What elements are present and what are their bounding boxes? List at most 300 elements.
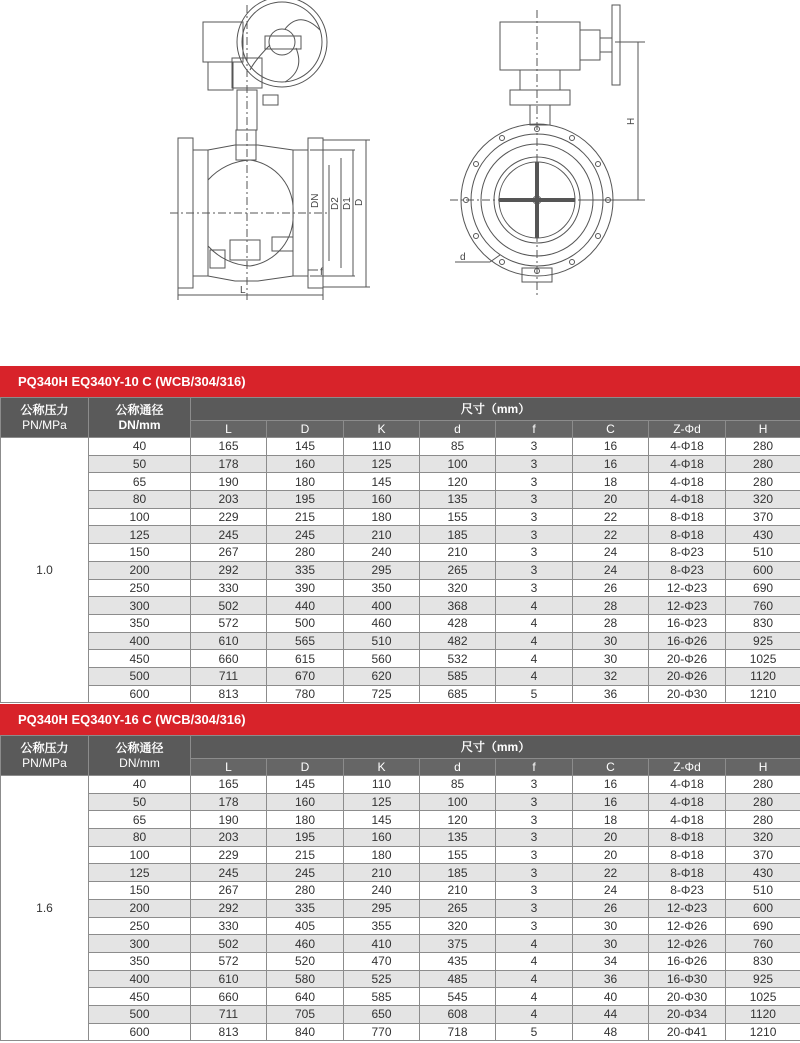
table-cell: 22: [573, 864, 649, 882]
table-cell: 30: [573, 935, 649, 953]
table-cell: 3: [496, 776, 573, 794]
table-cell: 210: [344, 864, 420, 882]
table-cell: 203: [191, 829, 267, 847]
table-cell: 650: [344, 1005, 420, 1023]
table-cell: 20-Φ34: [649, 1005, 726, 1023]
table-cell: 600: [89, 1023, 191, 1041]
table-cell: 280: [726, 793, 800, 811]
table-cell: 267: [191, 882, 267, 900]
table-cell: 8-Φ18: [649, 829, 726, 847]
table-cell: 510: [726, 544, 800, 562]
table-cell: 4: [496, 935, 573, 953]
table-cell: 1210: [726, 1023, 800, 1041]
pressure-cell: 1.0: [1, 438, 89, 703]
table-cell: 510: [344, 632, 420, 650]
table-cell: 8-Φ18: [649, 508, 726, 526]
table-cell: 3: [496, 544, 573, 562]
table-cell: 22: [573, 526, 649, 544]
table-cell: 20-Φ41: [649, 1023, 726, 1041]
table-cell: 502: [191, 935, 267, 953]
dim-f-label: f: [320, 267, 323, 278]
table-cell: 16-Φ26: [649, 952, 726, 970]
table-row: [1, 793, 800, 811]
table-cell: 368: [420, 597, 496, 615]
table-cell: 24: [573, 544, 649, 562]
table-row: [1, 970, 800, 988]
table-cell: 195: [267, 491, 344, 509]
table-cell: 3: [496, 491, 573, 509]
table-row: [1, 846, 800, 864]
table-cell: 200: [89, 899, 191, 917]
table-cell: 265: [420, 899, 496, 917]
table-cell: 4-Φ18: [649, 473, 726, 491]
table-row: [1, 811, 800, 829]
table-cell: 16: [573, 438, 649, 456]
table-cell: 280: [726, 473, 800, 491]
table-cell: 20-Φ30: [649, 685, 726, 703]
table-cell: 600: [726, 899, 800, 917]
valve-side-view-drawing: [0, 0, 400, 310]
table-cell: 16-Φ26: [649, 632, 726, 650]
table-body: [1, 438, 800, 703]
header-pn: 公称压力 PN/MPa: [1, 736, 89, 776]
table-cell: 585: [420, 667, 496, 685]
table-cell: 4: [496, 988, 573, 1006]
table-cell: 65: [89, 473, 191, 491]
table-cell: 450: [89, 988, 191, 1006]
table-cell: 12-Φ26: [649, 917, 726, 935]
table-cell: 4: [496, 1005, 573, 1023]
table-cell: 165: [191, 776, 267, 794]
table-cell: 3: [496, 561, 573, 579]
table-cell: 190: [191, 811, 267, 829]
table-cell: 813: [191, 1023, 267, 1041]
table-cell: 4: [496, 597, 573, 615]
table-cell: 690: [726, 917, 800, 935]
table-cell: 610: [191, 632, 267, 650]
table-row: [1, 988, 800, 1006]
table-cell: 3: [496, 917, 573, 935]
table-cell: 3: [496, 846, 573, 864]
table-cell: 725: [344, 685, 420, 703]
table-cell: 470: [344, 952, 420, 970]
table-cell: 20: [573, 829, 649, 847]
table-cell: 18: [573, 811, 649, 829]
table-cell: 44: [573, 1005, 649, 1023]
table-cell: 1025: [726, 988, 800, 1006]
table-cell: 685: [420, 685, 496, 703]
table-cell: 335: [267, 561, 344, 579]
table-cell: 20-Φ26: [649, 650, 726, 668]
table-cell: 370: [726, 846, 800, 864]
table-cell: 16-Φ23: [649, 614, 726, 632]
table-cell: 375: [420, 935, 496, 953]
table-cell: 100: [420, 455, 496, 473]
table-cell: 1120: [726, 667, 800, 685]
table-cell: 482: [420, 632, 496, 650]
table-cell: 203: [191, 491, 267, 509]
table-cell: 4-Φ18: [649, 455, 726, 473]
table-cell: 160: [344, 491, 420, 509]
table-cell: 3: [496, 829, 573, 847]
table-cell: 3: [496, 473, 573, 491]
table-cell: 1025: [726, 650, 800, 668]
table-cell: 100: [89, 508, 191, 526]
table-cell: 65: [89, 811, 191, 829]
column-header: L: [191, 759, 267, 776]
table-cell: 267: [191, 544, 267, 562]
table-row: [1, 491, 800, 509]
table-cell: 830: [726, 614, 800, 632]
table-cell: 3: [496, 882, 573, 900]
table-cell: 330: [191, 579, 267, 597]
table-cell: 24: [573, 882, 649, 900]
column-header: Z-Φd: [649, 421, 726, 438]
dim-small-d-label: d: [460, 252, 466, 263]
table-cell: 500: [267, 614, 344, 632]
table-cell: 20-Φ30: [649, 988, 726, 1006]
column-header: L: [191, 421, 267, 438]
pressure-cell: 1.6: [1, 776, 89, 1041]
table-cell: 178: [191, 793, 267, 811]
column-header: D: [267, 759, 344, 776]
table-cell: 370: [726, 508, 800, 526]
dim-d-label: D: [354, 198, 365, 206]
table-cell: 608: [420, 1005, 496, 1023]
column-header: K: [344, 759, 420, 776]
table-cell: 560: [344, 650, 420, 668]
spec-section-pn16: [0, 704, 800, 1041]
table-body: [1, 776, 800, 1041]
table-cell: 711: [191, 667, 267, 685]
table-cell: 120: [420, 811, 496, 829]
column-header: f: [496, 759, 573, 776]
table-cell: 20: [573, 491, 649, 509]
table-cell: 660: [191, 988, 267, 1006]
table-cell: 180: [344, 508, 420, 526]
table-cell: 50: [89, 455, 191, 473]
column-header: H: [726, 421, 800, 438]
table-cell: 690: [726, 579, 800, 597]
table-cell: 16: [573, 776, 649, 794]
table-cell: 185: [420, 864, 496, 882]
valve-front-view-drawing: [400, 0, 800, 310]
table-cell: 12-Φ26: [649, 935, 726, 953]
table-cell: 135: [420, 491, 496, 509]
table-cell: 3: [496, 864, 573, 882]
table-cell: 510: [726, 882, 800, 900]
table-cell: 320: [420, 579, 496, 597]
table-cell: 160: [267, 455, 344, 473]
table-cell: 145: [344, 811, 420, 829]
table-cell: 4: [496, 650, 573, 668]
table-cell: 16: [573, 455, 649, 473]
table-cell: 8-Φ18: [649, 846, 726, 864]
table-cell: 8-Φ23: [649, 561, 726, 579]
table-row: [1, 526, 800, 544]
table-cell: 8-Φ18: [649, 864, 726, 882]
table-row: [1, 455, 800, 473]
table-cell: 18: [573, 473, 649, 491]
table-cell: 150: [89, 882, 191, 900]
table-cell: 428: [420, 614, 496, 632]
table-cell: 760: [726, 597, 800, 615]
table-cell: 85: [420, 438, 496, 456]
table-cell: 500: [89, 1005, 191, 1023]
table-cell: 405: [267, 917, 344, 935]
table-cell: 770: [344, 1023, 420, 1041]
table-cell: 145: [267, 776, 344, 794]
table-cell: 430: [726, 864, 800, 882]
table-cell: 4-Φ18: [649, 793, 726, 811]
table-cell: 615: [267, 650, 344, 668]
table-cell: 300: [89, 935, 191, 953]
table-cell: 22: [573, 508, 649, 526]
table-cell: 525: [344, 970, 420, 988]
table-cell: 280: [726, 811, 800, 829]
table-cell: 110: [344, 776, 420, 794]
table-cell: 565: [267, 632, 344, 650]
table-cell: 430: [726, 526, 800, 544]
column-header: C: [573, 759, 649, 776]
header-pn: 公称压力 PN/MPa: [1, 398, 89, 438]
dim-h-label: H: [626, 117, 637, 125]
table-row: [1, 935, 800, 953]
table-cell: 390: [267, 579, 344, 597]
table-cell: 435: [420, 952, 496, 970]
section-title: PQ340H EQ340Y-16 C (WCB/304/316): [0, 704, 800, 735]
table-cell: 400: [89, 632, 191, 650]
table-cell: 40: [573, 988, 649, 1006]
column-header: K: [344, 421, 420, 438]
table-row: [1, 899, 800, 917]
table-cell: 4: [496, 614, 573, 632]
table-cell: 145: [267, 438, 344, 456]
table-cell: 250: [89, 579, 191, 597]
table-cell: 4-Φ18: [649, 776, 726, 794]
table-cell: 145: [344, 473, 420, 491]
table-cell: 350: [89, 614, 191, 632]
table-cell: 585: [344, 988, 420, 1006]
table-cell: 840: [267, 1023, 344, 1041]
table-cell: 135: [420, 829, 496, 847]
table-cell: 80: [89, 829, 191, 847]
table-cell: 292: [191, 561, 267, 579]
table-cell: 711: [191, 1005, 267, 1023]
table-cell: 813: [191, 685, 267, 703]
table-cell: 3: [496, 579, 573, 597]
table-cell: 12-Φ23: [649, 579, 726, 597]
table-cell: 165: [191, 438, 267, 456]
table-cell: 532: [420, 650, 496, 668]
column-header: H: [726, 759, 800, 776]
table-cell: 250: [89, 917, 191, 935]
table-cell: 572: [191, 614, 267, 632]
table-cell: 640: [267, 988, 344, 1006]
table-cell: 215: [267, 846, 344, 864]
table-cell: 36: [573, 970, 649, 988]
table-cell: 20: [573, 846, 649, 864]
table-cell: 178: [191, 455, 267, 473]
table-cell: 40: [89, 776, 191, 794]
table-cell: 245: [191, 864, 267, 882]
section-title: PQ340H EQ340Y-10 C (WCB/304/316): [0, 366, 800, 397]
table-cell: 572: [191, 952, 267, 970]
table-cell: 8-Φ18: [649, 526, 726, 544]
table-cell: 160: [267, 793, 344, 811]
table-cell: 50: [89, 793, 191, 811]
table-cell: 440: [267, 597, 344, 615]
table-cell: 28: [573, 597, 649, 615]
table-cell: 245: [191, 526, 267, 544]
table-cell: 295: [344, 899, 420, 917]
table-row: [1, 952, 800, 970]
table-cell: 670: [267, 667, 344, 685]
table-cell: 780: [267, 685, 344, 703]
table-cell: 3: [496, 811, 573, 829]
table-cell: 30: [573, 650, 649, 668]
table-cell: 210: [420, 882, 496, 900]
table-row: [1, 561, 800, 579]
table-cell: 185: [420, 526, 496, 544]
table-cell: 110: [344, 438, 420, 456]
dim-dn-label: DN: [310, 193, 321, 208]
table-cell: 295: [344, 561, 420, 579]
table-cell: 4: [496, 632, 573, 650]
table-cell: 180: [344, 846, 420, 864]
table-cell: 36: [573, 685, 649, 703]
header-dimensions: 尺寸（mm）: [191, 736, 800, 759]
table-cell: 100: [89, 846, 191, 864]
table-cell: 3: [496, 793, 573, 811]
table-cell: 26: [573, 899, 649, 917]
table-cell: 350: [344, 579, 420, 597]
table-cell: 125: [344, 793, 420, 811]
table-cell: 280: [267, 882, 344, 900]
header-dn: 公称通径 DN/mm: [89, 736, 191, 776]
table-row: [1, 544, 800, 562]
table-cell: 80: [89, 491, 191, 509]
table-cell: 190: [191, 473, 267, 491]
spec-section-pn10: [0, 366, 800, 703]
table-cell: 120: [420, 473, 496, 491]
table-row: [1, 597, 800, 615]
table-cell: 180: [267, 811, 344, 829]
table-cell: 1120: [726, 1005, 800, 1023]
table-cell: 150: [89, 544, 191, 562]
table-cell: 705: [267, 1005, 344, 1023]
table-row: [1, 438, 800, 456]
spec-table: [0, 735, 800, 1041]
table-cell: 335: [267, 899, 344, 917]
table-cell: 545: [420, 988, 496, 1006]
table-row: [1, 685, 800, 703]
spec-table: [0, 397, 800, 703]
table-cell: 400: [89, 970, 191, 988]
table-cell: 5: [496, 685, 573, 703]
table-cell: 245: [267, 864, 344, 882]
table-row: [1, 917, 800, 935]
table-cell: 280: [267, 544, 344, 562]
table-cell: 320: [726, 829, 800, 847]
table-cell: 280: [726, 776, 800, 794]
table-cell: 125: [89, 526, 191, 544]
table-row: [1, 829, 800, 847]
table-cell: 26: [573, 579, 649, 597]
valve-drawings: [0, 0, 800, 365]
table-cell: 4-Φ18: [649, 811, 726, 829]
table-cell: 28: [573, 614, 649, 632]
table-cell: 34: [573, 952, 649, 970]
table-cell: 830: [726, 952, 800, 970]
column-header: C: [573, 421, 649, 438]
table-cell: 330: [191, 917, 267, 935]
table-cell: 180: [267, 473, 344, 491]
table-row: [1, 1023, 800, 1041]
dim-l-label: L: [240, 285, 246, 296]
table-cell: 3: [496, 455, 573, 473]
table-cell: 4: [496, 952, 573, 970]
table-cell: 485: [420, 970, 496, 988]
column-header: d: [420, 759, 496, 776]
table-row: [1, 776, 800, 794]
table-cell: 502: [191, 597, 267, 615]
table-cell: 500: [89, 667, 191, 685]
table-cell: 4-Φ18: [649, 491, 726, 509]
table-cell: 100: [420, 793, 496, 811]
table-cell: 350: [89, 952, 191, 970]
table-cell: 620: [344, 667, 420, 685]
table-cell: 8-Φ23: [649, 882, 726, 900]
table-cell: 240: [344, 882, 420, 900]
table-cell: 200: [89, 561, 191, 579]
table-cell: 85: [420, 776, 496, 794]
table-row: [1, 667, 800, 685]
table-cell: 30: [573, 632, 649, 650]
table-cell: 155: [420, 508, 496, 526]
table-cell: 12-Φ23: [649, 899, 726, 917]
table-cell: 12-Φ23: [649, 597, 726, 615]
table-cell: 32: [573, 667, 649, 685]
table-row: [1, 864, 800, 882]
table-cell: 3: [496, 899, 573, 917]
table-cell: 610: [191, 970, 267, 988]
table-cell: 660: [191, 650, 267, 668]
table-cell: 460: [267, 935, 344, 953]
table-cell: 718: [420, 1023, 496, 1041]
column-header: Z-Φd: [649, 759, 726, 776]
table-cell: 280: [726, 455, 800, 473]
table-cell: 229: [191, 508, 267, 526]
table-row: [1, 508, 800, 526]
table-cell: 410: [344, 935, 420, 953]
dim-d2-label: D2: [330, 197, 341, 210]
table-cell: 320: [420, 917, 496, 935]
table-cell: 3: [496, 526, 573, 544]
table-cell: 600: [726, 561, 800, 579]
table-cell: 160: [344, 829, 420, 847]
table-cell: 210: [344, 526, 420, 544]
table-cell: 210: [420, 544, 496, 562]
table-cell: 245: [267, 526, 344, 544]
table-cell: 460: [344, 614, 420, 632]
table-cell: 450: [89, 650, 191, 668]
table-cell: 400: [344, 597, 420, 615]
table-row: [1, 473, 800, 491]
table-cell: 3: [496, 438, 573, 456]
table-cell: 125: [344, 455, 420, 473]
table-cell: 925: [726, 970, 800, 988]
